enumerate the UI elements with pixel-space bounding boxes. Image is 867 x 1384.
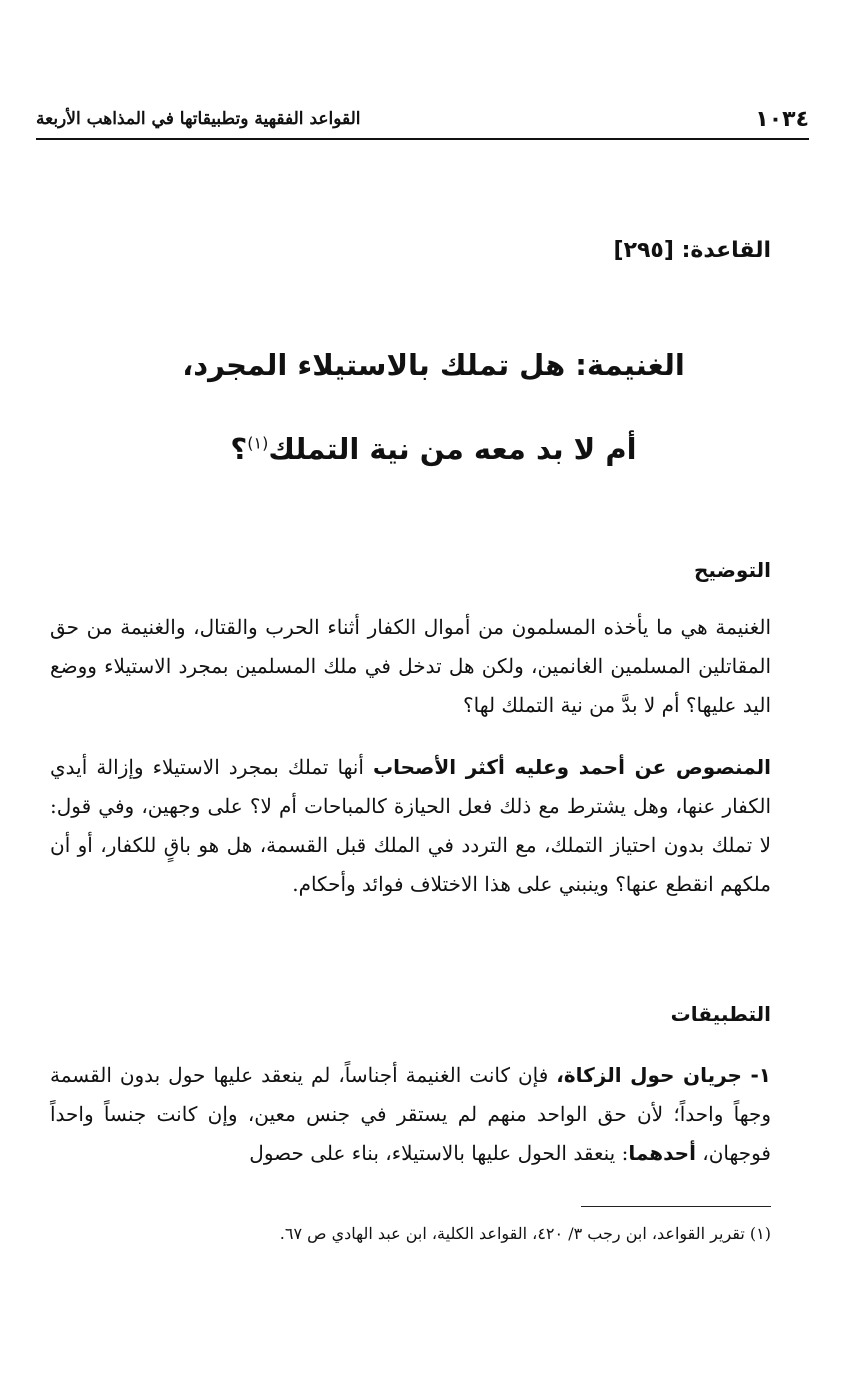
rule-title-text-2: أم لا بد معه من نية التملك bbox=[268, 432, 637, 466]
applications-heading: التطبيقات bbox=[670, 1002, 771, 1026]
rule-title-line-1 bbox=[0, 348, 867, 382]
explanation-paragraph-2 bbox=[50, 748, 771, 904]
explanation-paragraph-1: الغنيمة هي ما يأخذه المسلمون من أموال الكفار أثناء الحرب والقتال، والغنيمة من حق المقاتلين المسلمين الغانمين، ولكن هل تدخل في ملك المسلمين بمجرد الاستيلاء ووضع اليد عليها؟ أم لا بدَّ من نية التملك لها؟ bbox=[50, 615, 772, 717]
application-item-1-lead: ١- جريان حول الزكاة، bbox=[556, 1063, 771, 1087]
rule-title-question-mark: ؟ bbox=[230, 432, 248, 466]
rule-title-text-1: الغنيمة: هل تملك بالاستيلاء المجرد، bbox=[182, 348, 685, 382]
running-title: القواعد الفقهية وتطبيقاتها في المذاهب الأربعة bbox=[36, 109, 361, 129]
application-item-1 bbox=[50, 1056, 771, 1173]
application-item-1-body-a: فإن كانت الغنيمة أجناساً، لم ينعقد عليها حول بدون القسمة وجهاً واحداً؛ لأن حق الواحد منهم لم يستقر في جنس معين، وإن كانت جنساً واحداً فوجهان، bbox=[50, 1063, 771, 1165]
paragraph-2-lead: المنصوص عن أحمد وعليه أكثر الأصحاب bbox=[372, 755, 771, 779]
page-header bbox=[36, 100, 809, 140]
application-item-1-bold: أحدهما bbox=[628, 1141, 696, 1165]
footnote-ref: (١) bbox=[247, 433, 269, 453]
rule-number-label: القاعدة: [٢٩٥] bbox=[613, 238, 771, 263]
footnote-divider bbox=[581, 1206, 771, 1207]
paragraph-2-body: أنها تملك بمجرد الاستيلاء وإزالة أيدي الكفار عنها، وهل يشترط مع ذلك فعل الحيازة كالمباحات أم لا؟ على وجهين، وفي قول: لا تملك بدون احتياز التملك، مع التردد في الملك قبل القسمة، هل هو باقٍ للكفار، أو أن ملكهم انقطع عنها؟ وينبني على هذا الاختلاف فوائد وأحكام. bbox=[50, 755, 771, 896]
page-number: ١٠٣٤ bbox=[755, 106, 809, 132]
explanation-heading: التوضيح bbox=[694, 558, 771, 582]
footnote: (١) تقرير القواعد، ابن رجب ٣/ ٤٢٠، القواعد الكلية، ابن عبد الهادي ص ٦٧. bbox=[279, 1224, 771, 1243]
application-item-1-body-b: : ينعقد الحول عليها بالاستيلاء، بناء على حصول bbox=[249, 1141, 629, 1165]
rule-title-line-2 bbox=[0, 432, 867, 466]
